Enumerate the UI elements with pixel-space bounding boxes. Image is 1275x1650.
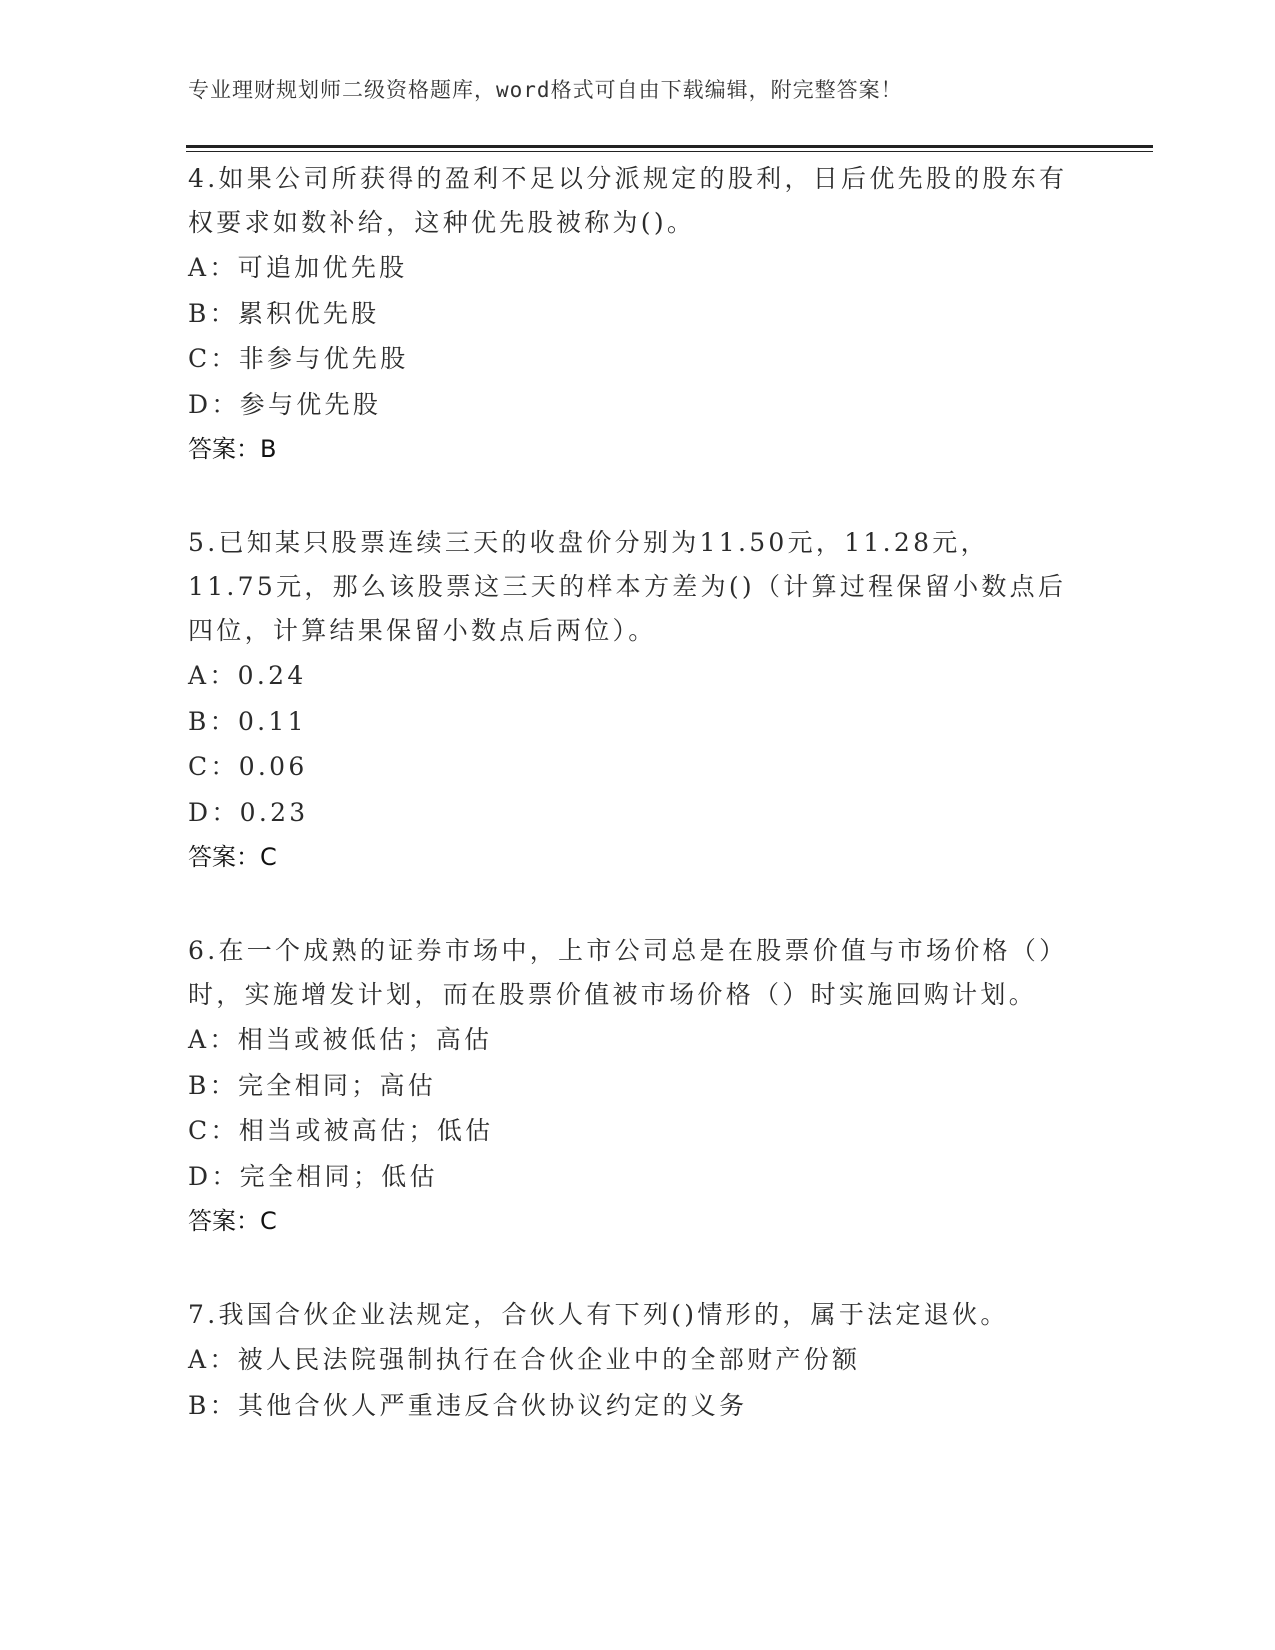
question-text: 4.如果公司所获得的盈利不足以分派规定的股利，日后优先股的股东有权要求如数补给，这种优先股被称为()。 — [188, 164, 1068, 237]
question-5 — [188, 521, 1068, 880]
option-b: B：完全相同；高估 — [188, 1070, 437, 1100]
option-c: C：非参与优先股 — [188, 344, 409, 373]
question-list — [188, 157, 1068, 1477]
question-4 — [188, 157, 1068, 472]
question-text: 6.在一个成熟的证券市场中，上市公司总是在股票价值与市场价格（）时，实施增发计划，而在股票价值被市场价格（）时实施回购计划。 — [188, 936, 1068, 1009]
option-b: B：累积优先股 — [188, 298, 380, 328]
option-b: B：其他合伙人严重违反合伙协议约定的义务 — [188, 1390, 748, 1420]
option-a: A：相当或被低估；高估 — [188, 1025, 493, 1054]
option-d: D：0.23 — [188, 797, 309, 827]
question-6 — [188, 929, 1068, 1244]
page-header: 专业理财规划师二级资格题库，word格式可自由下载编辑，附完整答案！ — [188, 78, 903, 102]
answer: 答案：C — [188, 1207, 277, 1235]
option-a: A：0.24 — [188, 661, 307, 690]
option-c: C：相当或被高估；低估 — [188, 1116, 494, 1145]
header-rule-thick — [186, 145, 1153, 148]
answer: 答案：C — [188, 843, 277, 871]
header-rule-thin — [186, 151, 1153, 152]
question-7 — [188, 1293, 1068, 1428]
option-b: B：0.11 — [188, 706, 307, 736]
option-d: D：参与优先股 — [188, 389, 382, 419]
answer: 答案：B — [188, 435, 277, 463]
option-a: A：可追加优先股 — [188, 253, 408, 282]
option-c: C：0.06 — [188, 752, 308, 781]
question-text: 5.已知某只股票连续三天的收盘价分别为11.50元，11.28元，11.75元，那么该股票这三天的样本方差为()（计算过程保留小数点后四位，计算结果保留小数点后两位）。 — [188, 528, 1067, 645]
option-d: D：完全相同；低估 — [188, 1161, 438, 1191]
question-text: 7.我国合伙企业法规定，合伙人有下列()情形的，属于法定退伙。 — [188, 1300, 1009, 1329]
option-a: A：被人民法院强制执行在合伙企业中的全部财产份额 — [188, 1345, 861, 1374]
